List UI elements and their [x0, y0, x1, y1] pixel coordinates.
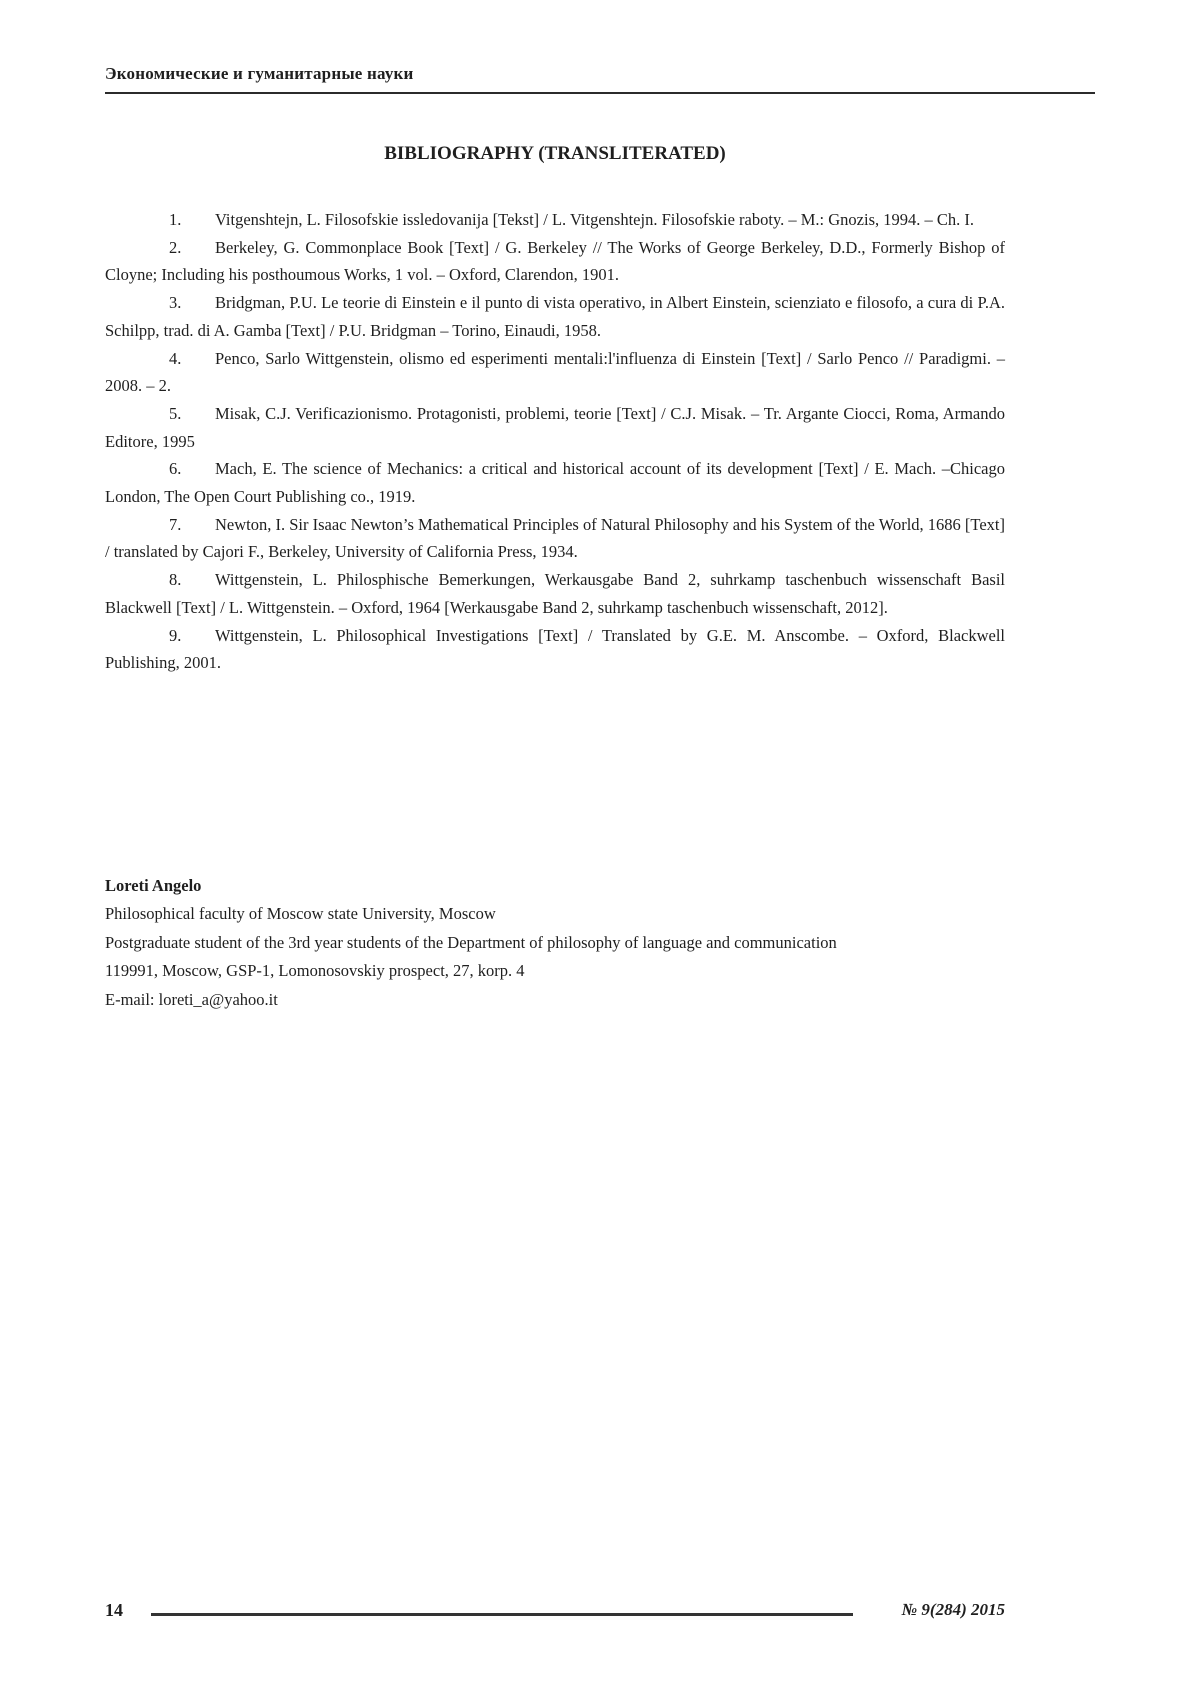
bibliography-entry — [105, 622, 1005, 677]
footer-rule — [151, 1613, 853, 1616]
section-title: BIBLIOGRAPHY (TRANSLITERATED) — [384, 143, 726, 164]
entry-number: 9. — [169, 625, 182, 645]
entry-number: 5. — [169, 403, 182, 423]
header-rule — [105, 92, 1095, 94]
bibliography-entry — [105, 566, 1005, 621]
entry-number: 6. — [169, 459, 182, 479]
bibliography-entry — [105, 345, 1005, 400]
author-address: 119991, Moscow, GSP-1, Lomonosovskiy prospect, 27, korp. 4 — [105, 961, 525, 981]
bibliography-entry — [105, 400, 1005, 455]
entry-number: 7. — [169, 514, 182, 534]
entry-text: Berkeley, G. Commonplace Book [Text] / G. Berkeley // The Works of George Berkeley, D.D., Formerly Bishop of Cloyne; Including his posthoumous Works, 1 vol. – Oxford, Clarendon, 1901. — [105, 237, 1005, 285]
entry-number: 1. — [169, 210, 182, 229]
bibliography-entry — [105, 455, 1005, 510]
author-position: Postgraduate student of the 3rd year students of the Department of philosophy of language and communication — [105, 932, 837, 952]
bibliography-entry — [105, 206, 1005, 234]
page-footer — [105, 1598, 1005, 1630]
bibliography-list — [105, 206, 1005, 677]
entry-text: Wittgenstein, L. Philosophical Investigations [Text] / Translated by G.E. M. Anscombe. – Oxford, Blackwell Publishing, 2001. — [105, 625, 1005, 673]
entry-text: Mach, E. The science of Mechanics: a critical and historical account of its development [Text] / E. Mach. –Chicago London, The Open Court Publishing co., 1919. — [105, 459, 1005, 507]
entry-text: Vitgenshtejn, L. Filosofskie issledovanija [Tekst] / L. Vitgenshtejn. Filosofskie raboty. – M.: Gnozis, 1994. – Ch. I. — [215, 210, 975, 229]
issue-label: № 9(284) 2015 — [901, 1600, 1005, 1619]
bibliography-entry — [105, 234, 1005, 289]
author-email: E-mail: loreti_a@yahoo.it — [105, 989, 278, 1009]
bibliography-entry — [105, 511, 1005, 566]
entry-text: Newton, I. Sir Isaac Newton’s Mathematical Principles of Natural Philosophy and his System of the World, 1686 [Text] / translated by Cajori F., Berkeley, University of California Press, 1934. — [105, 514, 1005, 562]
entry-number: 8. — [169, 570, 182, 590]
entry-text: Misak, C.J. Verificazionismo. Protagonisti, problemi, teorie [Text] / C.J. Misak. – Tr. Argante Ciocci, Roma, Armando Editore, 1995 — [105, 403, 1005, 451]
running-header — [105, 64, 1095, 84]
bibliography-entry — [105, 289, 1005, 344]
entry-text: Penco, Sarlo Wittgenstein, olismo ed esperimenti mentali:l'influenza di Einstein [Text] / Sarlo Penco // Paradigmi. – 2008. – 2. — [105, 348, 1005, 396]
entry-text: Wittgenstein, L. Philosphische Bemerkungen, Werkausgabe Band 2, suhrkamp taschenbuch wissenschaft Basil Blackwell [Text] / L. Wittgenstein. – Oxford, 1964 [Werkausgabe Band 2, suhrkamp taschenbuch wissenschaft, 2012]. — [105, 570, 1005, 617]
entry-text: Bridgman, P.U. Le teorie di Einstein e il punto di vista operativo, in Albert Einstein, scienziato e filosofo, a cura di P.A. Schilpp, trad. di A. Gamba [Text] / P.U. Bridgman – Torino, Einaudi, 1958. — [105, 293, 1005, 340]
author-block — [105, 872, 1005, 1014]
entry-number: 2. — [169, 237, 182, 257]
author-name: Loreti Angelo — [105, 876, 202, 895]
entry-number: 3. — [169, 293, 182, 313]
entry-number: 4. — [169, 348, 182, 368]
author-affiliation: Philosophical faculty of Moscow state University, Moscow — [105, 904, 496, 924]
page-number: 14 — [105, 1600, 123, 1620]
journal-title: Экономические и гуманитарные науки — [105, 64, 414, 83]
